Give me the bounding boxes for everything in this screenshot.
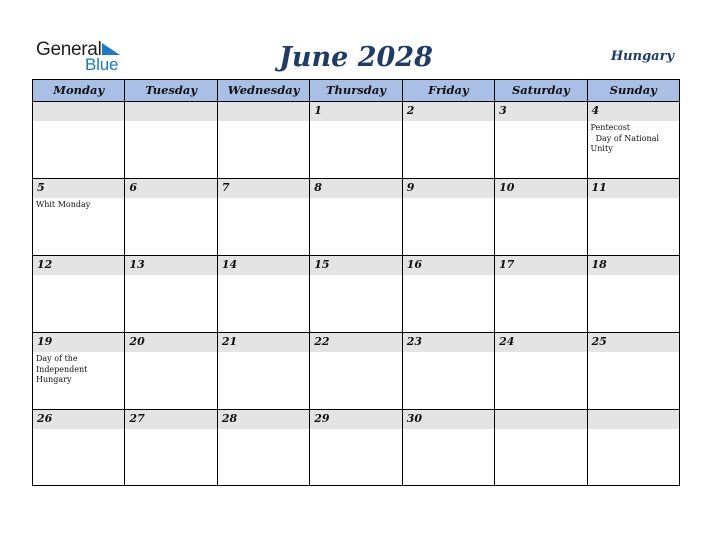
- day-number-band: [125, 333, 216, 352]
- day-number: 16: [406, 258, 422, 271]
- day-number: 18: [591, 258, 607, 271]
- day-cell[interactable]: [403, 102, 495, 178]
- day-events: [125, 198, 216, 200]
- day-events: [495, 121, 586, 123]
- day-number: 4: [591, 104, 600, 117]
- day-cell[interactable]: [310, 256, 402, 332]
- day-number: 5: [37, 181, 45, 194]
- day-cell[interactable]: [125, 256, 217, 332]
- day-cell[interactable]: [218, 333, 310, 409]
- day-cell[interactable]: [218, 410, 310, 486]
- day-number-band: [33, 179, 124, 198]
- day-number: 17: [499, 258, 515, 271]
- day-events: [33, 275, 124, 277]
- day-number-band: [125, 256, 216, 275]
- day-events: [310, 275, 401, 277]
- day-number-band: [310, 102, 401, 121]
- day-number-band: [588, 333, 679, 352]
- day-number: 28: [221, 412, 238, 425]
- day-cell[interactable]: [403, 179, 495, 255]
- day-number: 22: [314, 335, 330, 348]
- day-events: [33, 352, 124, 386]
- day-cell[interactable]: [218, 256, 310, 332]
- day-events: [403, 275, 494, 277]
- holiday-event: Pentecost: [590, 123, 631, 132]
- day-events: [125, 429, 216, 431]
- day-events: [403, 429, 494, 431]
- day-number: 11: [591, 181, 607, 194]
- day-number-band: [588, 179, 679, 198]
- day-number-band: [495, 256, 586, 275]
- day-number-band: [125, 410, 216, 429]
- day-cell[interactable]: [495, 410, 587, 486]
- day-events: [403, 121, 494, 123]
- day-cell[interactable]: [588, 102, 679, 178]
- day-number: 24: [499, 335, 515, 348]
- day-number: 25: [591, 335, 607, 348]
- day-cell[interactable]: [218, 102, 310, 178]
- day-events: [310, 121, 401, 123]
- day-events: [588, 275, 679, 277]
- week-row: [33, 179, 679, 256]
- day-number: 30: [406, 412, 422, 425]
- day-cell[interactable]: [403, 410, 495, 486]
- day-events: [495, 352, 586, 354]
- day-number-band: [403, 410, 494, 429]
- day-number: 23: [406, 335, 422, 348]
- brand-general-text: General: [36, 39, 102, 60]
- country-label: Hungary: [610, 49, 674, 64]
- day-cell[interactable]: [588, 256, 679, 332]
- day-events: [218, 198, 309, 200]
- day-number-band: [218, 179, 309, 198]
- weekday-header: Tuesday: [125, 80, 217, 101]
- day-number: 29: [314, 412, 330, 425]
- day-cell[interactable]: [588, 333, 679, 409]
- holiday-event: Day of the Independent Hungary: [36, 354, 90, 384]
- day-number-band: [310, 256, 401, 275]
- day-number-band: [218, 256, 309, 275]
- day-number: 26: [37, 412, 53, 425]
- week-row: [33, 333, 679, 410]
- day-number-band: [310, 179, 401, 198]
- day-events: [588, 352, 679, 354]
- weekday-header: Saturday: [495, 80, 587, 101]
- week-row: [33, 256, 679, 333]
- brand-blue-text: Blue: [85, 55, 119, 74]
- day-events: [588, 429, 679, 431]
- day-events: [310, 429, 401, 431]
- day-number: 6: [129, 181, 138, 194]
- weekday-header: Thursday: [310, 80, 402, 101]
- day-cell[interactable]: [33, 102, 125, 178]
- day-cell[interactable]: [495, 179, 587, 255]
- day-number-band: [218, 102, 309, 121]
- day-number-band: [403, 256, 494, 275]
- day-cell[interactable]: [495, 333, 587, 409]
- day-events: [218, 275, 309, 277]
- holiday-event: Whit Monday: [36, 200, 91, 209]
- day-events: [495, 429, 586, 431]
- day-number: 12: [37, 258, 53, 271]
- day-number-band: [310, 333, 401, 352]
- day-events: [495, 275, 586, 277]
- day-number: 21: [221, 335, 238, 348]
- day-number: 1: [314, 104, 322, 117]
- day-number: 10: [499, 181, 515, 194]
- day-cell[interactable]: [310, 102, 402, 178]
- day-number-band: [495, 102, 586, 121]
- day-events: [495, 198, 586, 200]
- weekday-header-row: [33, 80, 679, 102]
- weeks-container: [33, 102, 679, 486]
- day-number-band: [495, 410, 586, 429]
- day-number: 2: [406, 104, 415, 117]
- day-number: 14: [221, 258, 238, 271]
- day-cell[interactable]: [33, 179, 125, 255]
- day-cell[interactable]: [310, 410, 402, 486]
- day-number: 20: [129, 335, 145, 348]
- day-number-band: [125, 102, 216, 121]
- day-number-band: [495, 333, 586, 352]
- day-number-band: [403, 179, 494, 198]
- day-cell[interactable]: [125, 410, 217, 486]
- day-number: 7: [221, 181, 230, 194]
- day-number-band: [310, 410, 401, 429]
- day-cell[interactable]: [33, 256, 125, 332]
- day-number-band: [588, 410, 679, 429]
- day-cell[interactable]: [310, 333, 402, 409]
- day-events: [33, 121, 124, 123]
- day-number-band: [33, 102, 124, 121]
- day-events: [218, 429, 309, 431]
- day-events: [403, 198, 494, 200]
- day-number-band: [495, 179, 586, 198]
- day-cell[interactable]: [495, 102, 587, 178]
- day-number: 8: [314, 181, 322, 194]
- day-number-band: [33, 333, 124, 352]
- day-number-band: [218, 333, 309, 352]
- week-row: [33, 102, 679, 179]
- day-events: [588, 121, 679, 155]
- day-events: [588, 198, 679, 200]
- weekday-header: Monday: [33, 80, 125, 101]
- day-cell[interactable]: [125, 102, 217, 178]
- day-cell[interactable]: [588, 179, 679, 255]
- day-number-band: [125, 179, 216, 198]
- day-cell[interactable]: [588, 410, 679, 486]
- day-cell[interactable]: [403, 256, 495, 332]
- day-cell[interactable]: [403, 333, 495, 409]
- day-number-band: [218, 410, 309, 429]
- day-number-band: [33, 256, 124, 275]
- day-events: [403, 352, 494, 354]
- weekday-header: Wednesday: [218, 80, 310, 101]
- calendar-grid: [32, 79, 680, 486]
- page-title: June 2028: [279, 42, 433, 73]
- week-row: [33, 410, 679, 486]
- weekday-header: Sunday: [609, 83, 657, 97]
- day-cell[interactable]: [33, 410, 125, 486]
- day-number-band: [588, 256, 679, 275]
- day-events: [33, 198, 124, 211]
- day-number: 13: [129, 258, 145, 271]
- day-events: [310, 352, 401, 354]
- day-cell[interactable]: [495, 256, 587, 332]
- day-number: 3: [499, 104, 507, 117]
- day-number-band: [403, 102, 494, 121]
- day-number: 19: [37, 335, 53, 348]
- day-cell[interactable]: [218, 179, 310, 255]
- day-number-band: [588, 102, 679, 121]
- day-events: [218, 352, 309, 354]
- day-number: 9: [406, 181, 415, 194]
- day-number: 27: [129, 412, 145, 425]
- day-number: 15: [314, 258, 330, 271]
- day-number-band: [33, 410, 124, 429]
- holiday-event: Day of National Unity: [590, 133, 662, 153]
- day-events: [33, 429, 124, 431]
- day-cell[interactable]: [125, 179, 217, 255]
- day-events: [310, 198, 401, 200]
- day-cell[interactable]: [125, 333, 217, 409]
- day-number-band: [403, 333, 494, 352]
- day-events: [125, 121, 216, 123]
- day-events: [218, 121, 309, 123]
- day-events: [125, 275, 216, 277]
- day-events: [125, 352, 216, 354]
- weekday-header: Friday: [403, 80, 495, 101]
- day-cell[interactable]: [310, 179, 402, 255]
- day-cell[interactable]: [33, 333, 125, 409]
